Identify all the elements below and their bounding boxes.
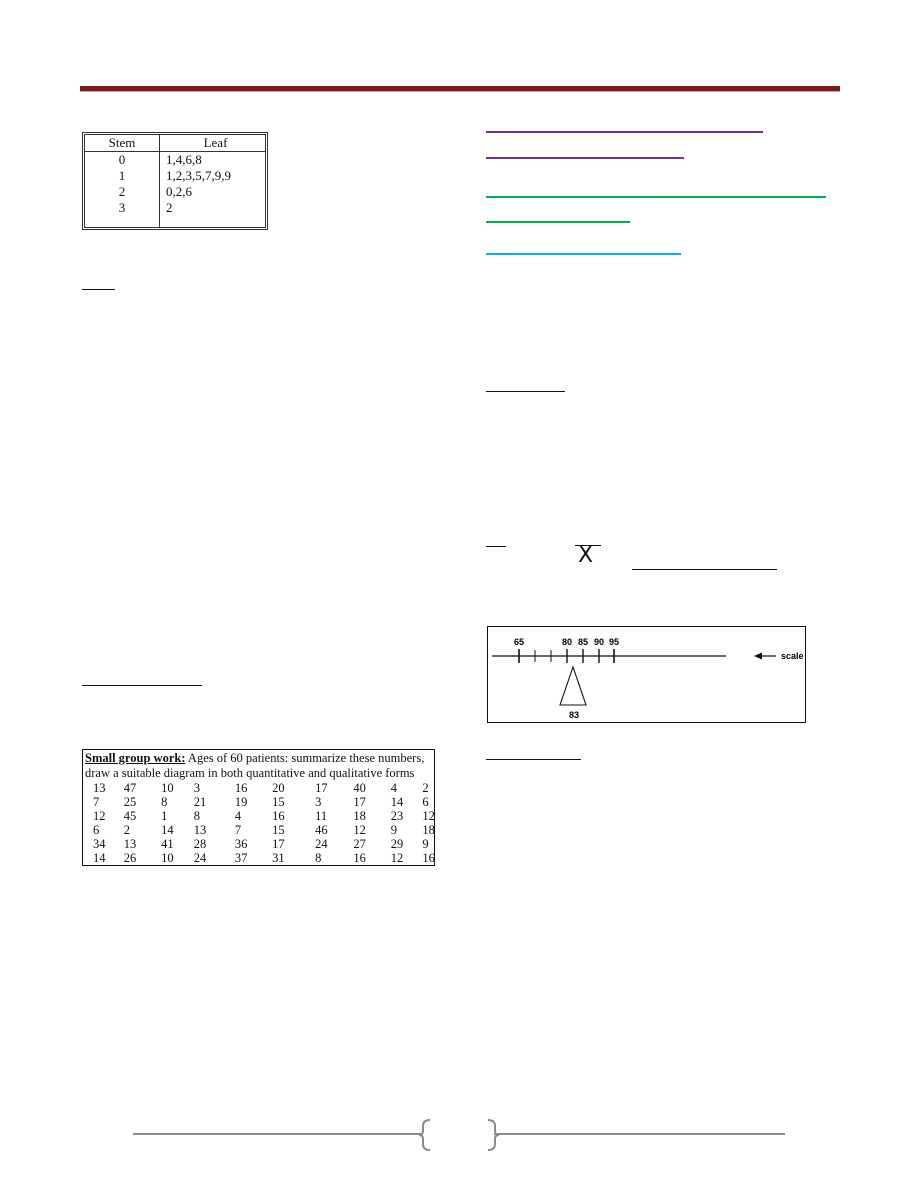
table-cell: 11 (315, 808, 328, 823)
table-row (85, 168, 265, 184)
table-cell: 14 (161, 822, 174, 837)
leaf-cell: 1,2,3,5,7,9,9 (166, 168, 231, 183)
table-row (85, 837, 435, 851)
table-cell: 12 (422, 808, 435, 823)
table-cell: 40 (353, 780, 366, 795)
table-cell: 12 (390, 850, 404, 865)
link-underline[interactable] (486, 221, 630, 223)
table-cell: 34 (93, 836, 106, 851)
heading-underline (486, 546, 506, 547)
table-row (85, 823, 435, 837)
scale-diagram (488, 627, 805, 722)
table-cell: 16 (353, 850, 366, 865)
table-cell: 26 (123, 850, 137, 865)
header-rule (80, 86, 840, 92)
link-underline[interactable] (486, 196, 826, 198)
sgw-description-2: draw a suitable diagram in both quantitative and qualitative forms (85, 766, 415, 780)
table-cell: 17 (353, 794, 366, 809)
table-cell: 24 (193, 850, 207, 865)
table-cell: 15 (272, 822, 285, 837)
stem-cell: 0 (85, 152, 160, 169)
table-cell: 23 (390, 808, 404, 823)
table-cell: 17 (315, 780, 328, 795)
table-cell: 4 (234, 808, 242, 823)
table-cell: 10 (161, 780, 174, 795)
table-cell: 2 (123, 822, 131, 837)
table-cell: 19 (234, 794, 248, 809)
table-cell: 10 (161, 850, 174, 865)
table-row (85, 152, 265, 169)
footer-line-right (494, 1133, 785, 1135)
link-underline[interactable] (486, 157, 684, 159)
heading-underline (486, 391, 565, 392)
table-cell: 21 (193, 794, 207, 809)
table-cell: 6 (93, 822, 100, 837)
leaf-header: Leaf (160, 135, 266, 152)
table-cell: 4 (390, 780, 397, 795)
table-cell: 28 (193, 836, 207, 851)
table-cell: 17 (272, 836, 285, 851)
table-cell: 3 (315, 794, 322, 809)
arrow-head (754, 653, 762, 660)
table-cell: 1 (161, 808, 168, 823)
table-cell: 2 (422, 780, 429, 795)
ages-table (85, 781, 435, 865)
stem-leaf-table (82, 132, 268, 230)
pivot-label: 83 (568, 710, 580, 720)
tick-label-80: 80 (561, 637, 573, 647)
tick-label-90: 90 (593, 637, 605, 647)
table-cell: 14 (93, 850, 106, 865)
table-cell: 31 (272, 850, 285, 865)
table-cell: 13 (193, 822, 207, 837)
arrow-label: scale (781, 651, 804, 661)
leaf-cell: 1,4,6,8 (166, 152, 202, 167)
sgw-description-1: Ages of 60 patients: summarize these numbers, (185, 751, 425, 765)
table-cell: 8 (315, 850, 322, 865)
table-cell: 8 (193, 808, 200, 823)
table-cell: 16 (272, 808, 285, 823)
table-cell: 41 (161, 836, 174, 851)
table-cell: 46 (315, 822, 328, 837)
sgw-title: Small group work: (85, 751, 186, 765)
table-cell: 25 (123, 794, 137, 809)
table-cell: 16 (422, 850, 435, 865)
table-cell: 37 (234, 850, 248, 865)
heading-underline (486, 759, 581, 760)
table-cell: 8 (161, 794, 168, 809)
leaf-cell: 2 (166, 200, 173, 215)
link-underline[interactable] (486, 131, 763, 133)
table-cell: 12 (353, 822, 366, 837)
mean-symbol: X (578, 543, 594, 568)
link-underline[interactable] (486, 253, 681, 255)
table-cell: 24 (315, 836, 328, 851)
table-cell: 36 (234, 836, 248, 851)
table-row (85, 809, 435, 823)
formula-underline (632, 569, 777, 570)
table-cell: 15 (272, 794, 285, 809)
scale-figure (487, 626, 806, 723)
tick-label-85: 85 (577, 637, 589, 647)
table-cell: 45 (123, 808, 137, 823)
tick-label-95: 95 (608, 637, 620, 647)
footer-line-left (133, 1133, 423, 1135)
table-cell: 29 (390, 836, 404, 851)
table-cell: 47 (123, 780, 137, 795)
leaf-cell: 0,2,6 (166, 184, 192, 199)
table-cell: 18 (422, 822, 435, 837)
sgw-heading (85, 751, 434, 766)
table-row (85, 200, 265, 216)
table-row (85, 795, 435, 809)
table-cell: 6 (422, 794, 429, 809)
table-cell: 9 (390, 822, 397, 837)
stem-cell: 3 (85, 200, 160, 216)
table-cell: 13 (123, 836, 137, 851)
table-row (85, 851, 435, 865)
heading-underline (82, 685, 202, 686)
table-cell: 14 (390, 794, 404, 809)
table-row (85, 184, 265, 200)
stem-cell: 2 (85, 184, 160, 200)
heading-underline (82, 289, 115, 290)
stem-cell: 1 (85, 168, 160, 184)
table-row (85, 781, 435, 795)
table-cell: 16 (234, 780, 248, 795)
tick-label-65: 65 (513, 637, 525, 647)
table-cell: 18 (353, 808, 366, 823)
table-cell: 3 (193, 780, 200, 795)
table-cell: 9 (422, 836, 429, 851)
table-cell: 27 (353, 836, 366, 851)
table-cell: 13 (93, 780, 106, 795)
table-cell: 12 (93, 808, 106, 823)
table-cell: 7 (234, 822, 242, 837)
small-group-work-box (82, 749, 435, 866)
page-number-brackets (418, 1118, 500, 1152)
pivot-triangle (560, 667, 586, 705)
table-cell: 7 (93, 794, 100, 809)
table-cell: 20 (272, 780, 285, 795)
stem-header: Stem (85, 135, 160, 152)
